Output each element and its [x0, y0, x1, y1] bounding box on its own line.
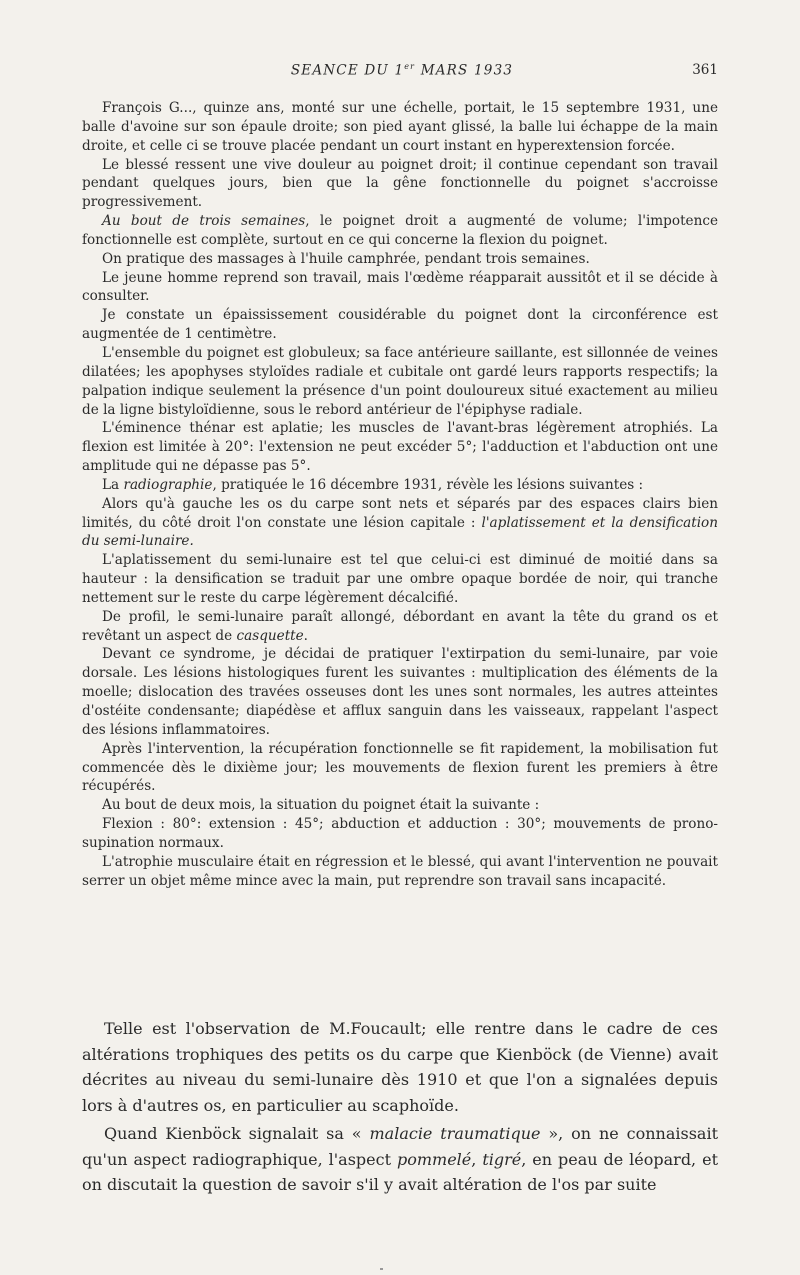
paragraph: Devant ce syndrome, je décidai de pratiquer l'extirpation du semi-lunaire, par voie dorsale. Les lésions histologiques furent les suivantes : multiplication des éléments de la moelle; dislocation des travées osseuses dont les unes sont normales, les autres atteintes d'ostéite condensante; diapédèse et afflux sanguin dans les vaisseaux, rappelant l'aspect des lésions inflammatoires. — [82, 646, 718, 738]
paragraph: Flexion : 80°: extension : 45°; abduction et adduction : 30°; mouvements de prono-supination normaux. — [82, 816, 718, 851]
paragraph: La radiographie, pratiquée le 16 décembre 1931, révèle les lésions suivantes : — [102, 476, 644, 493]
paragraph: Je constate un épaississement cousidérable du poignet dont la circonférence est augmentée de 1 centimètre. — [82, 307, 718, 343]
paragraph: Après l'intervention, la récupération fonctionnelle se fit rapidement, la mobilisation fut commencée dès le dixième jour; les mouvements de flexion furent les premiers à être récupérés. — [82, 740, 718, 795]
commentary — [82, 1016, 718, 1198]
paragraph: L'éminence thénar est aplatie; les muscles de l'avant-bras légèrement atrophiés. La flexion est limitée à 20°: l'extension ne peut excéder 5°; l'adduction et l'abduction ont une amplitude qui ne dépasse pas 5°. — [82, 420, 718, 475]
paragraph: Quand Kienböck signalait sa « malacie traumatique », on ne connaissait qu'un aspect radiographique, l'aspect pommelé, tigré, en peau de léopard, et on discutait la question de savoir s'il y avait altération de l'os par suite — [82, 1123, 719, 1195]
page-number: 361 — [692, 62, 718, 78]
paragraph: Au bout de deux mois, la situation du poignet était la suivante : — [102, 797, 540, 814]
paragraph: Le blessé ressent une vive douleur au poignet droit; il continue cependant son travail pendant quelques jours, bien que la gêne fonctionnelle du poignet s'accroisse progressivement. — [82, 156, 718, 211]
paragraph: L'atrophie musculaire était en régression et le blessé, qui avant l'intervention ne pouvait serrer un objet même mince avec la main, put reprendre son travail sans incapacité. — [82, 853, 718, 889]
case-report — [82, 99, 718, 890]
paragraph: On pratique des massages à l'huile camphrée, pendant trois semaines. — [102, 250, 590, 267]
paragraph: L'aplatissement du semi-lunaire est tel que celui-ci est diminué de moitié dans sa hauteur : la densification se traduit par une ombre opaque bordée de noir, qui tranche nettement sur le reste du carpe légèrement décalcifié. — [82, 552, 718, 606]
print-speck — [380, 1268, 383, 1270]
paragraph: De profil, le semi-lunaire paraît allongé, débordant en avant la tête du grand os et revêtant un aspect de casquette. — [82, 608, 718, 644]
paragraph: François G..., quinze ans, monté sur une échelle, portait, le 15 septembre 1931, une balle d'avoine sur son épaule droite; son pied ayant glissé, la balle lui échappe de la main droite, et celle ci se trouve placée pendant un court instant en hyperextension forcée. — [82, 100, 718, 154]
header-title: SEANCE DU 1er MARS 1933 — [290, 62, 514, 79]
paragraph: Telle est l'observation de M.Foucault; elle rentre dans le cadre de ces altérations trophiques des petits os du carpe que Kienböck (de Vienne) avait décrites au niveau du semi-lunaire dès 1910 et que l'on a signalées depuis lors à d'autres os, en particulier au scaphoïde. — [82, 1019, 718, 1116]
paragraph: Alors qu'à gauche les os du carpe sont nets et séparés par des espaces clairs bien limités, du côté droit l'on constate une lésion capitale : l'aplatissement et la densification du semi-lunaire. — [82, 495, 718, 550]
running-header — [86, 62, 718, 84]
paragraph: Le jeune homme reprend son travail, mais l'œdème réapparait aussitôt et il se décide à consulter. — [82, 269, 718, 305]
paragraph: L'ensemble du poignet est globuleux; sa face antérieure saillante, est sillonnée de veines dilatées; les apophyses styloïdes radiale et cubitale ont gardé leurs rapports respectifs; la palpation indique seulement la présence d'un point douloureux situé exactement au milieu de la ligne bistyloïdienne, sous le rebord antérieur de l'épiphyse radiale. — [82, 344, 718, 418]
paragraph: Au bout de trois semaines, le poignet droit a augmenté de volume; l'impotence fonctionnelle est complète, surtout en ce qui concerne la flexion du poignet. — [82, 213, 718, 248]
